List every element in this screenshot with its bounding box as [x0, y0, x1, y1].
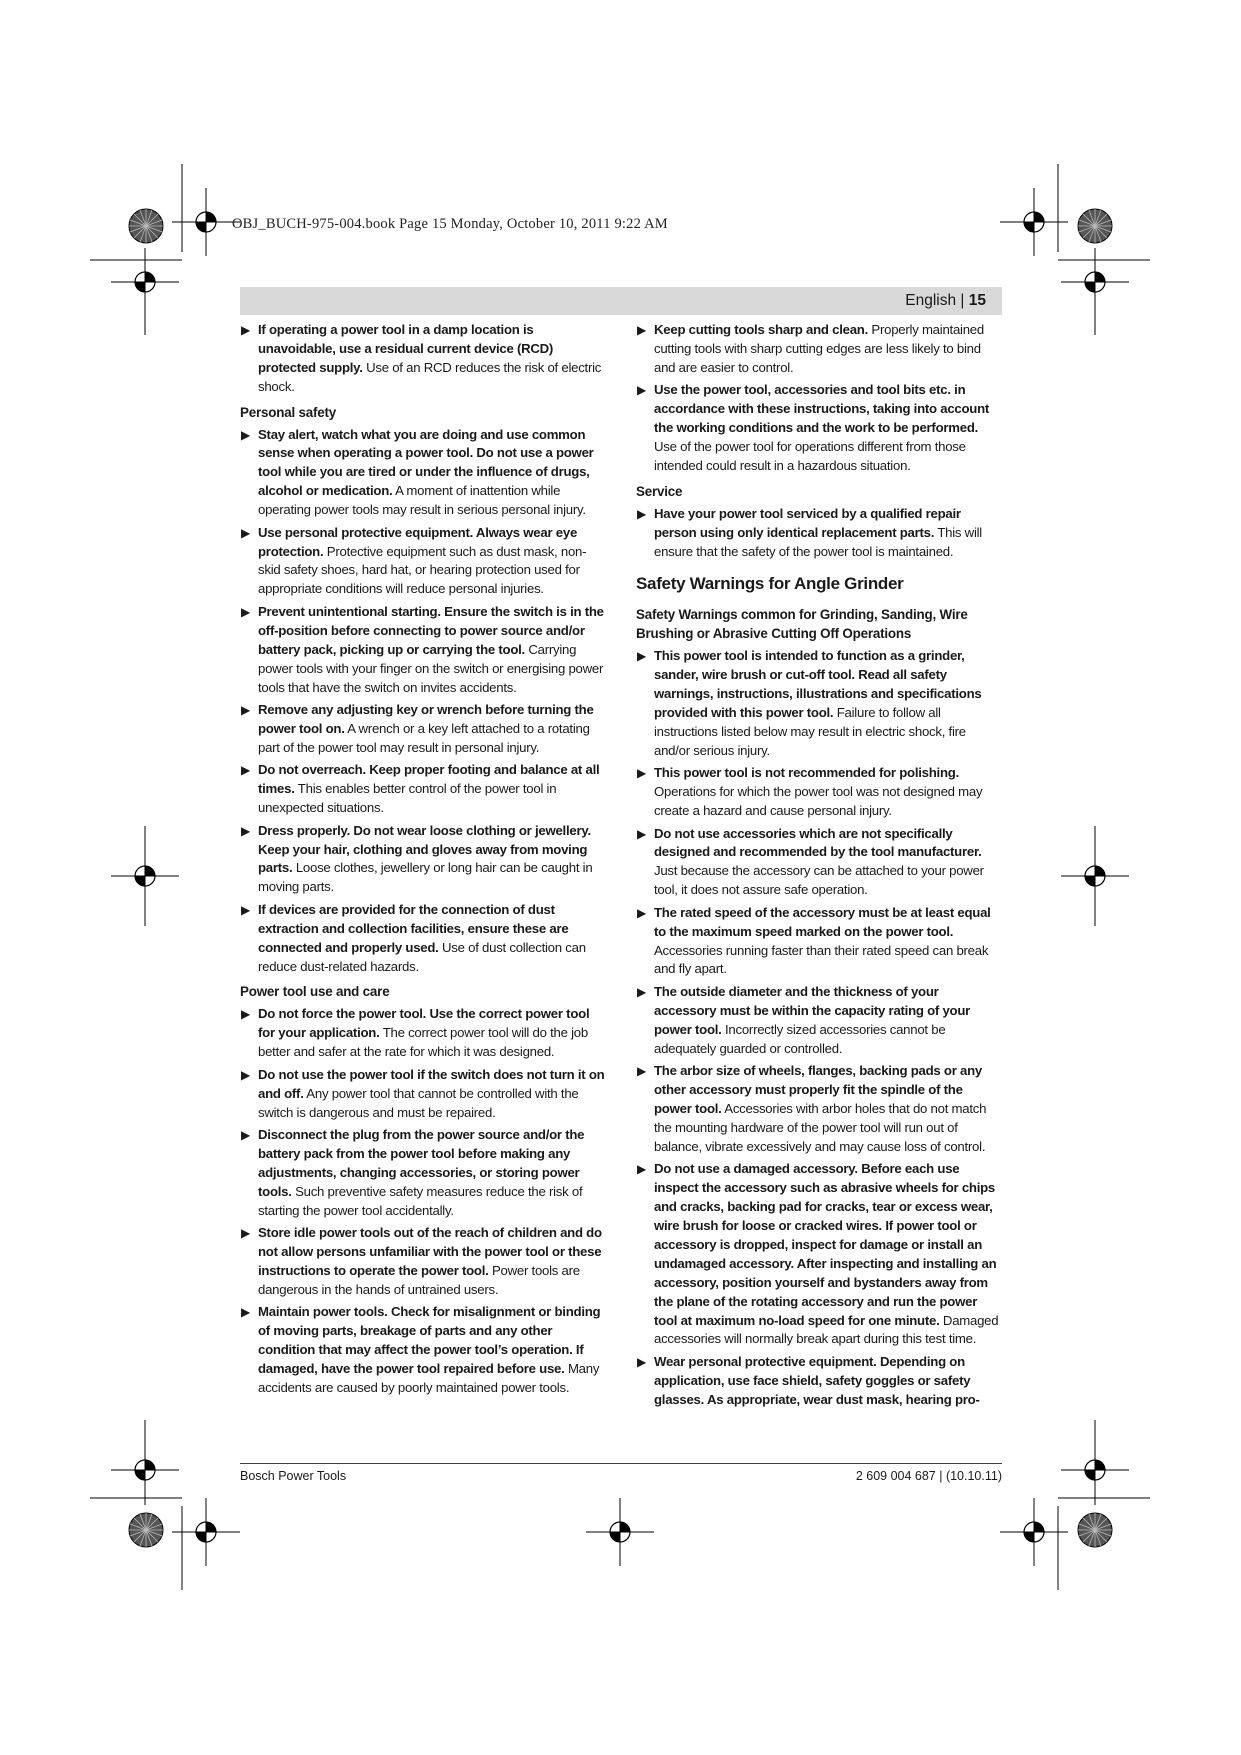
footer-rule — [240, 1463, 1002, 1464]
bullet-icon: ▶ — [241, 323, 250, 337]
item-text: Use of dust collection can reduce dust-related hazards. — [258, 939, 586, 974]
list-item — [240, 701, 606, 758]
list-item — [240, 1126, 606, 1221]
item-text: Properly maintained cutting tools with sharp cutting edges are less likely to bind and are easier to control. — [654, 322, 984, 375]
list-item — [240, 822, 606, 898]
footer-doc-number: 2 609 004 687 | (10.10.11) — [855, 1469, 1002, 1483]
list-item — [636, 904, 1002, 980]
bullet-icon: ▶ — [241, 823, 250, 838]
item-text: Power tools are dangerous in the hands of untrained users. — [258, 1262, 580, 1297]
left-top-list — [240, 321, 606, 397]
list-item — [240, 603, 606, 698]
item-text: Damaged accessories will normally break apart during this test time. — [654, 1312, 999, 1347]
item-text: This enables better control of the power tool in unexpected situations. — [258, 781, 557, 816]
bullet-icon: ▶ — [637, 905, 646, 920]
item-text: Operations for which the power tool was not designed may create a hazard and cause personal injury. — [654, 784, 983, 819]
item-bold-text: Keep cutting tools sharp and clean. — [654, 322, 869, 337]
item-text: The correct power tool will do the job better and safer at the rate for which it was designed. — [258, 1025, 588, 1060]
list-item — [240, 1005, 606, 1062]
bullet-icon: ▶ — [637, 1354, 646, 1369]
list-item — [240, 321, 606, 397]
bullet-icon: ▶ — [637, 826, 646, 841]
service-list — [636, 505, 1002, 562]
bullet-icon: ▶ — [637, 383, 646, 398]
bullet-icon: ▶ — [241, 902, 250, 917]
bullet-icon: ▶ — [241, 1128, 250, 1142]
item-bold-text: Dress properly. Do not wear loose clothing or jewellery. Keep your hair, clothing and gloves away from moving parts. — [258, 822, 591, 876]
item-bold-text: Have your power tool serviced by a qualified repair person using only identical replacement parts. — [654, 505, 961, 540]
item-text: Use of an RCD reduces the risk of electric shock. — [258, 359, 602, 394]
list-item — [240, 761, 606, 818]
item-bold-text: Do not overreach. Keep proper footing and balance at all times. — [258, 762, 600, 797]
bullet-icon: ▶ — [241, 703, 250, 717]
item-text: Accessories with arbor holes that do not match the mounting hardware of the power tool will run out of balance, vibrate excessively and may cause loss of control. — [654, 1101, 987, 1154]
language-bar — [240, 287, 1002, 315]
footer-brand: Bosch Power Tools — [240, 1469, 347, 1483]
list-item — [636, 1062, 1002, 1157]
item-bold-text: This power tool is not recommended for polishing. — [654, 765, 959, 781]
item-bold-text: If devices are provided for the connection of dust extraction and collection facilities, ensure these are connected and properly used. — [258, 901, 569, 955]
bullet-icon: ▶ — [637, 323, 646, 337]
item-bold-text: Store idle power tools out of the reach of children and do not allow persons unfamiliar with the power tool or these instructions to operate the power tool. — [258, 1225, 602, 1278]
page-number: 15 — [968, 292, 986, 309]
item-bold-text: Stay alert, watch what you are doing and use common sense when operating a power tool. Do not use a power tool while you are tired or under the influence of drugs, alcohol or medication. — [258, 426, 594, 499]
list-item — [636, 505, 1002, 562]
right-column — [636, 321, 1002, 1413]
item-bold-text: Do not use the power tool if the switch does not turn it on and off. — [258, 1066, 605, 1101]
bullet-icon: ▶ — [241, 1007, 250, 1022]
bullet-icon: ▶ — [637, 1064, 646, 1079]
item-text: Any power tool that cannot be controlled with the switch is dangerous and must be repaired. — [258, 1085, 579, 1120]
item-text: Accessories running faster than their rated speed can break and fly apart. — [654, 942, 989, 977]
list-item — [636, 1160, 1002, 1349]
bullet-icon: ▶ — [637, 1162, 646, 1177]
list-item — [636, 321, 1002, 378]
language: English — [905, 292, 957, 309]
service-heading: Service — [636, 483, 683, 499]
item-bold-text: The rated speed of the accessory must be at least equal to the maximum speed marked on the power tool. — [654, 904, 991, 939]
item-bold-text: Remove any adjusting key or wrench before turning the power tool on. — [258, 702, 594, 736]
item-text: A wrench or a key left attached to a rotating part of the power tool may result in personal injury. — [258, 720, 590, 755]
item-bold-text: Wear personal protective equipment. Depending on application, use face shield, safety goggles or safety glasses. As appropriate, wear dust mask, hearing pro- — [654, 1353, 980, 1407]
item-text: Incorrectly sized accessories cannot be adequately guarded or controlled. — [654, 1021, 946, 1056]
list-item — [240, 524, 606, 600]
item-text: Carrying power tools with your finger on the switch or energising power tools that have the switch on invites accidents. — [258, 641, 604, 695]
list-item — [240, 901, 606, 977]
bullet-icon: ▶ — [241, 525, 250, 540]
item-text: Loose clothes, jewellery or long hair can be caught in moving parts. — [258, 860, 593, 895]
list-item — [636, 764, 1002, 821]
item-bold-text: Maintain power tools. Check for misalignment or binding of moving parts, breakage of parts and any other condition that may affect the power tool’s operation. If damaged, have the power tool repaired before use. — [258, 1304, 601, 1377]
page-label: English | 15 — [905, 292, 986, 309]
right-top-list — [636, 321, 1002, 476]
power-tool-list — [240, 1005, 606, 1398]
item-text: A moment of inattention while operating power tools may result in serious personal injury. — [258, 483, 586, 518]
list-item — [636, 983, 1002, 1059]
item-text: Many accidents are caused by poorly maintained power tools. — [258, 1361, 600, 1395]
list-item — [240, 1224, 606, 1300]
item-text: Such preventive safety measures reduce the risk of starting the power tool accidentally. — [258, 1183, 583, 1218]
left-column — [240, 321, 606, 1401]
bullet-icon: ▶ — [637, 506, 646, 521]
item-bold-text: Prevent unintentional starting. Ensure the switch is in the off-position before connecting to power source and/or battery pack, picking up or carrying the tool. — [258, 603, 604, 657]
bullet-icon: ▶ — [241, 1226, 250, 1241]
item-bold-text: Do not force the power tool. Use the correct power tool for your application. — [258, 1006, 590, 1041]
list-item — [636, 647, 1002, 760]
power-tool-heading: Power tool use and care — [240, 984, 390, 1000]
list-item — [240, 1066, 606, 1123]
item-bold-text: This power tool is intended to function as a grinder, sander, wire brush or cut-off tool. Read all safety warnings, instructions, illustrations and specifications provided with this power tool. — [654, 648, 982, 720]
grinder-list — [636, 647, 1002, 1410]
list-item — [636, 381, 1002, 476]
personal-safety-list — [240, 426, 606, 977]
bullet-icon: ▶ — [637, 984, 646, 999]
bullet-icon: ▶ — [637, 649, 646, 664]
book-header: OBJ_BUCH-975-004.book Page 15 Monday, October 10, 2011 9:22 AM — [232, 216, 668, 232]
item-bold-text: Do not use accessories which are not specifically designed and recommended by the tool manufacturer. — [654, 825, 982, 860]
grinder-subheading: Safety Warnings common for Grinding, Sanding, Wire Brushing or Abrasive Cutting Off Operations — [636, 607, 968, 642]
section-title: Safety Warnings for Angle Grinder — [636, 574, 904, 594]
item-text: Just because the accessory can be attached to your power tool, it does not assure safe operation. — [654, 863, 984, 898]
item-bold-text: The arbor size of wheels, flanges, backing pads or any other accessory must properly fit the spindle of the power tool. — [654, 1063, 983, 1116]
item-text: Use of the power tool for operations different from those intended could result in a hazardous situation. — [654, 439, 966, 473]
bullet-icon: ▶ — [241, 1067, 250, 1082]
item-text: Failure to follow all instructions listed below may result in electric shock, fire and/or serious injury. — [654, 704, 966, 758]
list-item — [636, 1353, 1002, 1410]
bullet-icon: ▶ — [637, 766, 646, 781]
list-item — [240, 1303, 606, 1398]
list-item — [240, 426, 606, 521]
item-bold-text: The outside diameter and the thickness of your accessory must be within the capacity rating of your power tool. — [654, 983, 971, 1037]
item-text: Protective equipment such as dust mask, non-skid safety shoes, hard hat, or hearing protection used for appropriate conditions will reduce personal injuries. — [258, 543, 587, 597]
list-item — [636, 825, 1002, 901]
bullet-icon: ▶ — [241, 1305, 250, 1320]
item-bold-text: Disconnect the plug from the power source and/or the battery pack from the power tool before making any adjustments, changing accessories, or storing power tools. — [258, 1127, 585, 1199]
item-bold-text: Use personal protective equipment. Always wear eye protection. — [258, 524, 578, 559]
item-bold-text: If operating a power tool in a damp location is unavoidable, use a residual current device (RCD) protected supply. — [258, 322, 554, 375]
bullet-icon: ▶ — [241, 763, 250, 778]
bullet-icon: ▶ — [241, 427, 250, 442]
item-bold-text: Do not use a damaged accessory. Before each use inspect the accessory such as abrasive wheels for chips and cracks, backing pad for cracks, tear or excess wear, wire brush for loose or cracked wires. If power tool or accessory is dropped, inspect for damage or install an undamaged accessory. After inspecting and installing an accessory, position yourself and bystanders away from the plane of the rotating accessory and run the power tool at maximum no-load speed for one minute. — [654, 1161, 997, 1328]
item-bold-text: Use the power tool, accessories and tool bits etc. in accordance with these instructions, taking into account the working conditions and the work to be performed. — [654, 382, 990, 436]
bullet-icon: ▶ — [241, 604, 250, 619]
personal-safety-heading: Personal safety — [240, 404, 336, 420]
item-text: This will ensure that the safety of the power tool is maintained. — [654, 524, 982, 559]
